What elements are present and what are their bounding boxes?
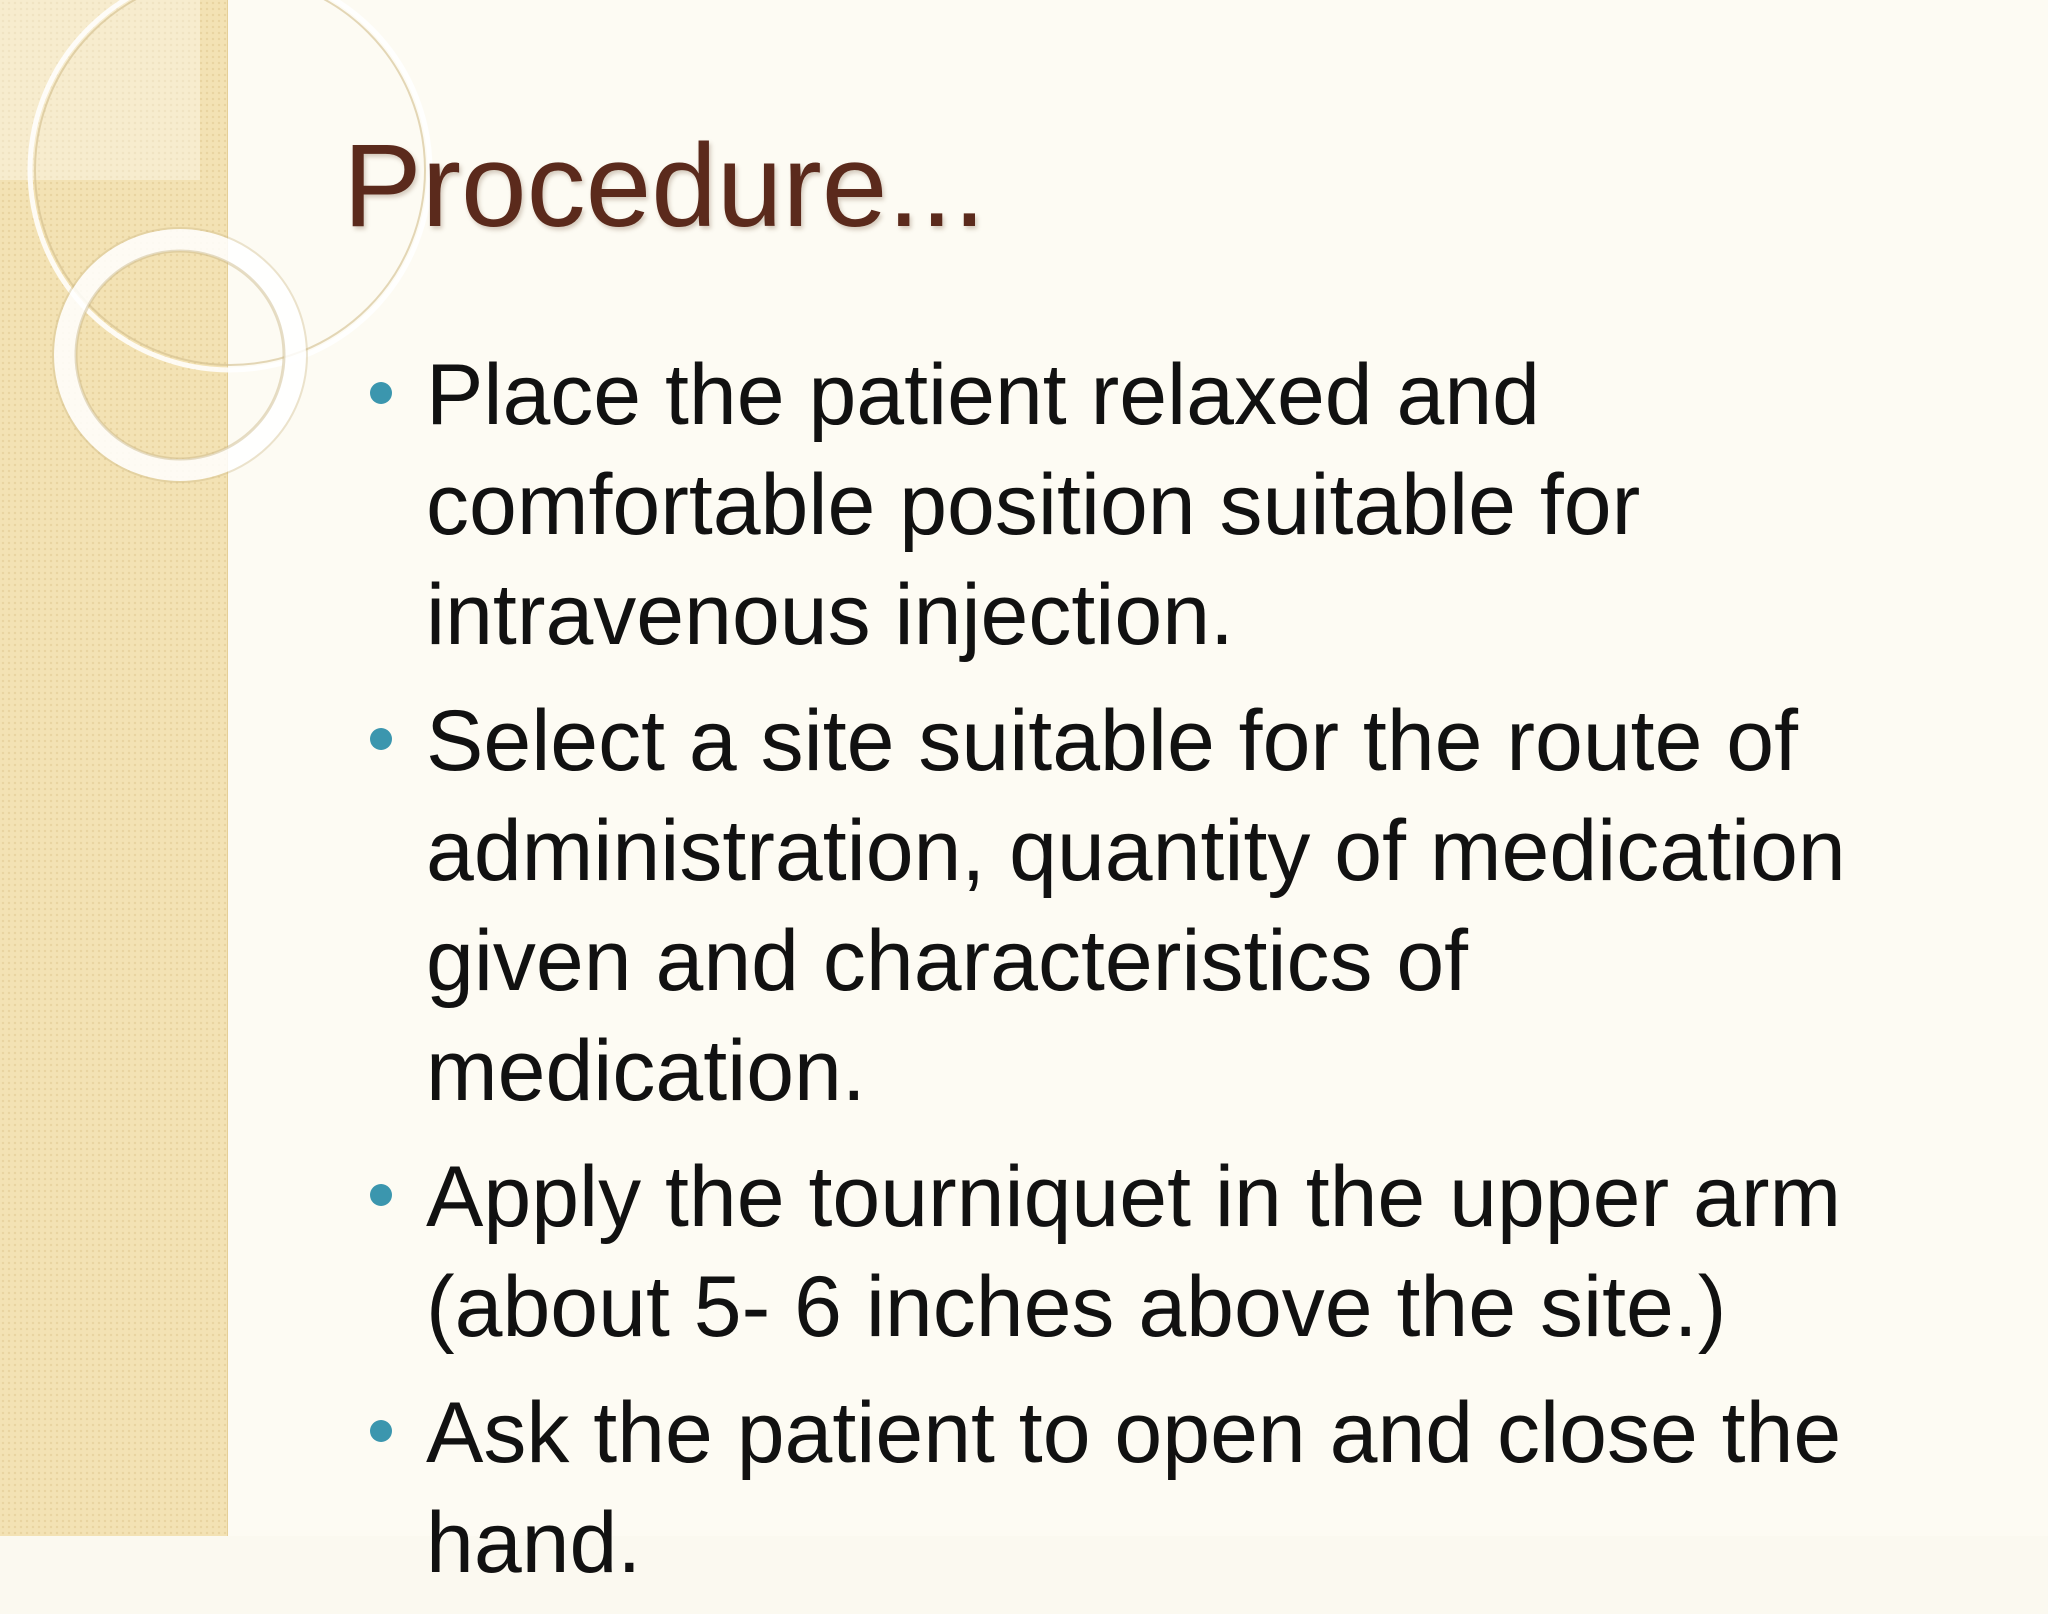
- slide-title: Procedure...: [343, 120, 986, 252]
- bullet-list: [360, 340, 1960, 1614]
- bullet-item: [360, 1142, 1960, 1362]
- bullet-item: [360, 1378, 1960, 1598]
- bullet-text: Ask the patient to open and close the hand.: [426, 1385, 1842, 1591]
- bullet-dot-icon: [370, 1184, 392, 1206]
- bullet-text: Select a site suitable for the route of administration, quantity of medication given and characteristics of medication.: [426, 693, 1846, 1119]
- bullet-dot-icon: [370, 382, 392, 404]
- bullet-text: Apply the tourniquet in the upper arm (about 5- 6 inches above the site.): [426, 1149, 1842, 1355]
- bullet-item: [360, 686, 1960, 1126]
- bullet-item: [360, 340, 1960, 670]
- bullet-dot-icon: [370, 1420, 392, 1442]
- bullet-text: Place the patient relaxed and comfortable position suitable for intravenous injection.: [426, 347, 1641, 663]
- bullet-dot-icon: [370, 728, 392, 750]
